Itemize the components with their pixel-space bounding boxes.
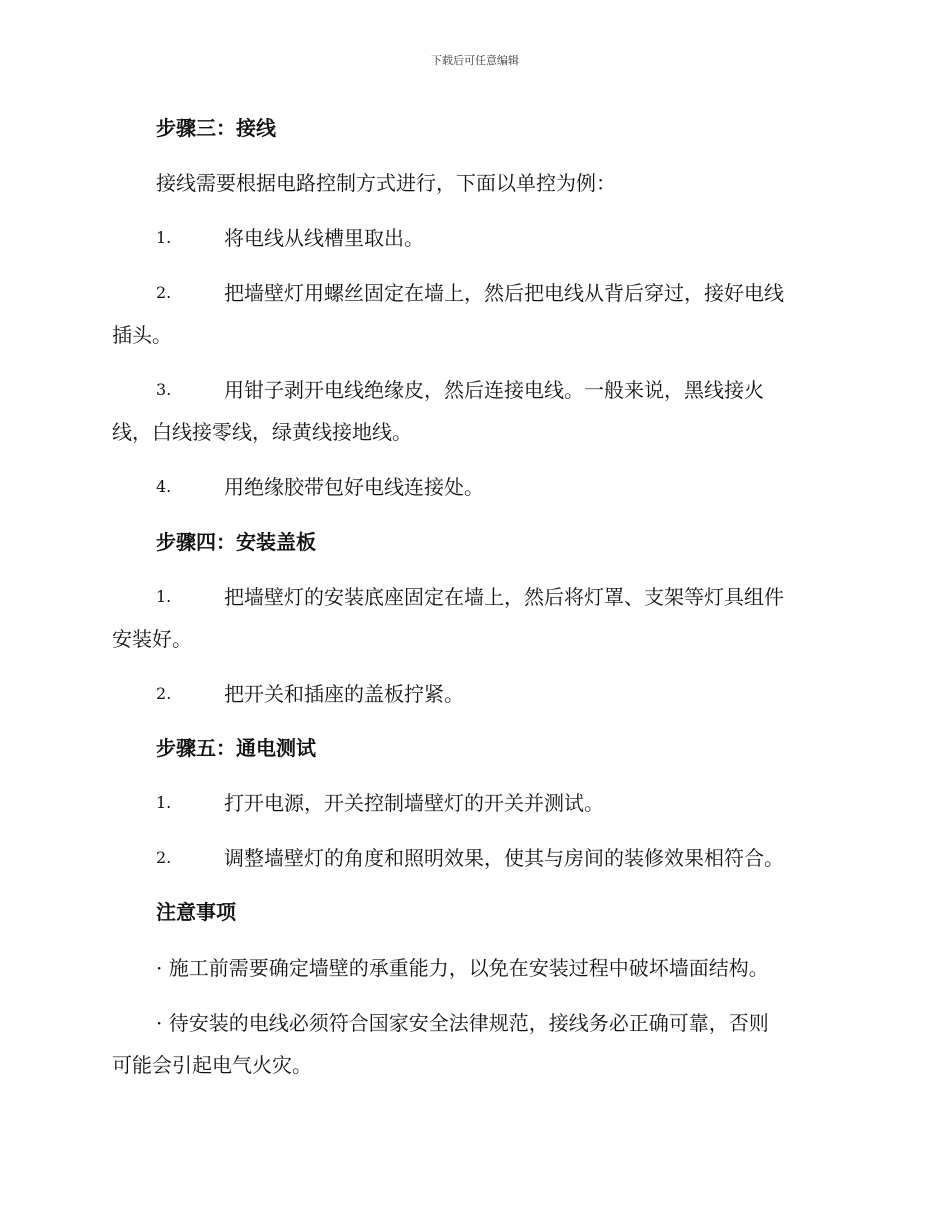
- notes-bullet2: · 待安装的电线必须符合国家安全法律规范，接线务必正确可靠，否则: [156, 1011, 769, 1035]
- page-header: 下载后可任意编辑: [431, 54, 519, 67]
- step4-item1-continuation: 安装好。: [112, 627, 192, 651]
- notes-bullet1: · 施工前需要确定墙壁的承重能力，以免在安装过程中破坏墙面结构。: [156, 956, 769, 980]
- step3-item4-text: 用绝缘胶带包好电线连接处。: [224, 475, 484, 499]
- notes-heading: 注意事项: [156, 900, 236, 924]
- step4-item1-number: 1.: [156, 587, 172, 606]
- step5-item2-number: 2.: [156, 848, 172, 867]
- step3-item1-text: 将电线从线槽里取出。: [224, 226, 424, 250]
- step5-item1-number: 1.: [156, 793, 172, 812]
- step3-item2-number: 2.: [156, 283, 172, 302]
- step4-item2-text: 把开关和插座的盖板拧紧。: [224, 682, 464, 706]
- step3-item3-continuation: 线，白线接零线，绿黄线接地线。: [112, 420, 412, 444]
- step3-item3-number: 3.: [156, 380, 172, 399]
- step4-item2-number: 2.: [156, 684, 172, 703]
- step3-item2-text: 把墙壁灯用螺丝固定在墙上，然后把电线从背后穿过，接好电线: [224, 281, 784, 305]
- step5-heading: 步骤五：通电测试: [156, 736, 316, 760]
- step5-item1-text: 打开电源，开关控制墙壁灯的开关并测试。: [224, 791, 604, 815]
- step4-heading: 步骤四：安装盖板: [156, 530, 316, 554]
- step4-item1-text: 把墙壁灯的安装底座固定在墙上，然后将灯罩、支架等灯具组件: [224, 585, 784, 609]
- step3-heading: 步骤三：接线: [156, 116, 276, 140]
- step5-item2-text: 调整墙壁灯的角度和照明效果，使其与房间的装修效果相符合。: [224, 846, 784, 870]
- step3-item3-text: 用钳子剥开电线绝缘皮，然后连接电线。一般来说，黑线接火: [224, 378, 764, 402]
- step3-item1-number: 1.: [156, 228, 172, 247]
- step3-item2-continuation: 插头。: [112, 323, 172, 347]
- notes-bullet2-continuation: 可能会引起电气火灾。: [112, 1053, 312, 1077]
- step3-item4-number: 4.: [156, 477, 172, 496]
- step3-intro: 接线需要根据电路控制方式进行，下面以单控为例：: [156, 171, 616, 195]
